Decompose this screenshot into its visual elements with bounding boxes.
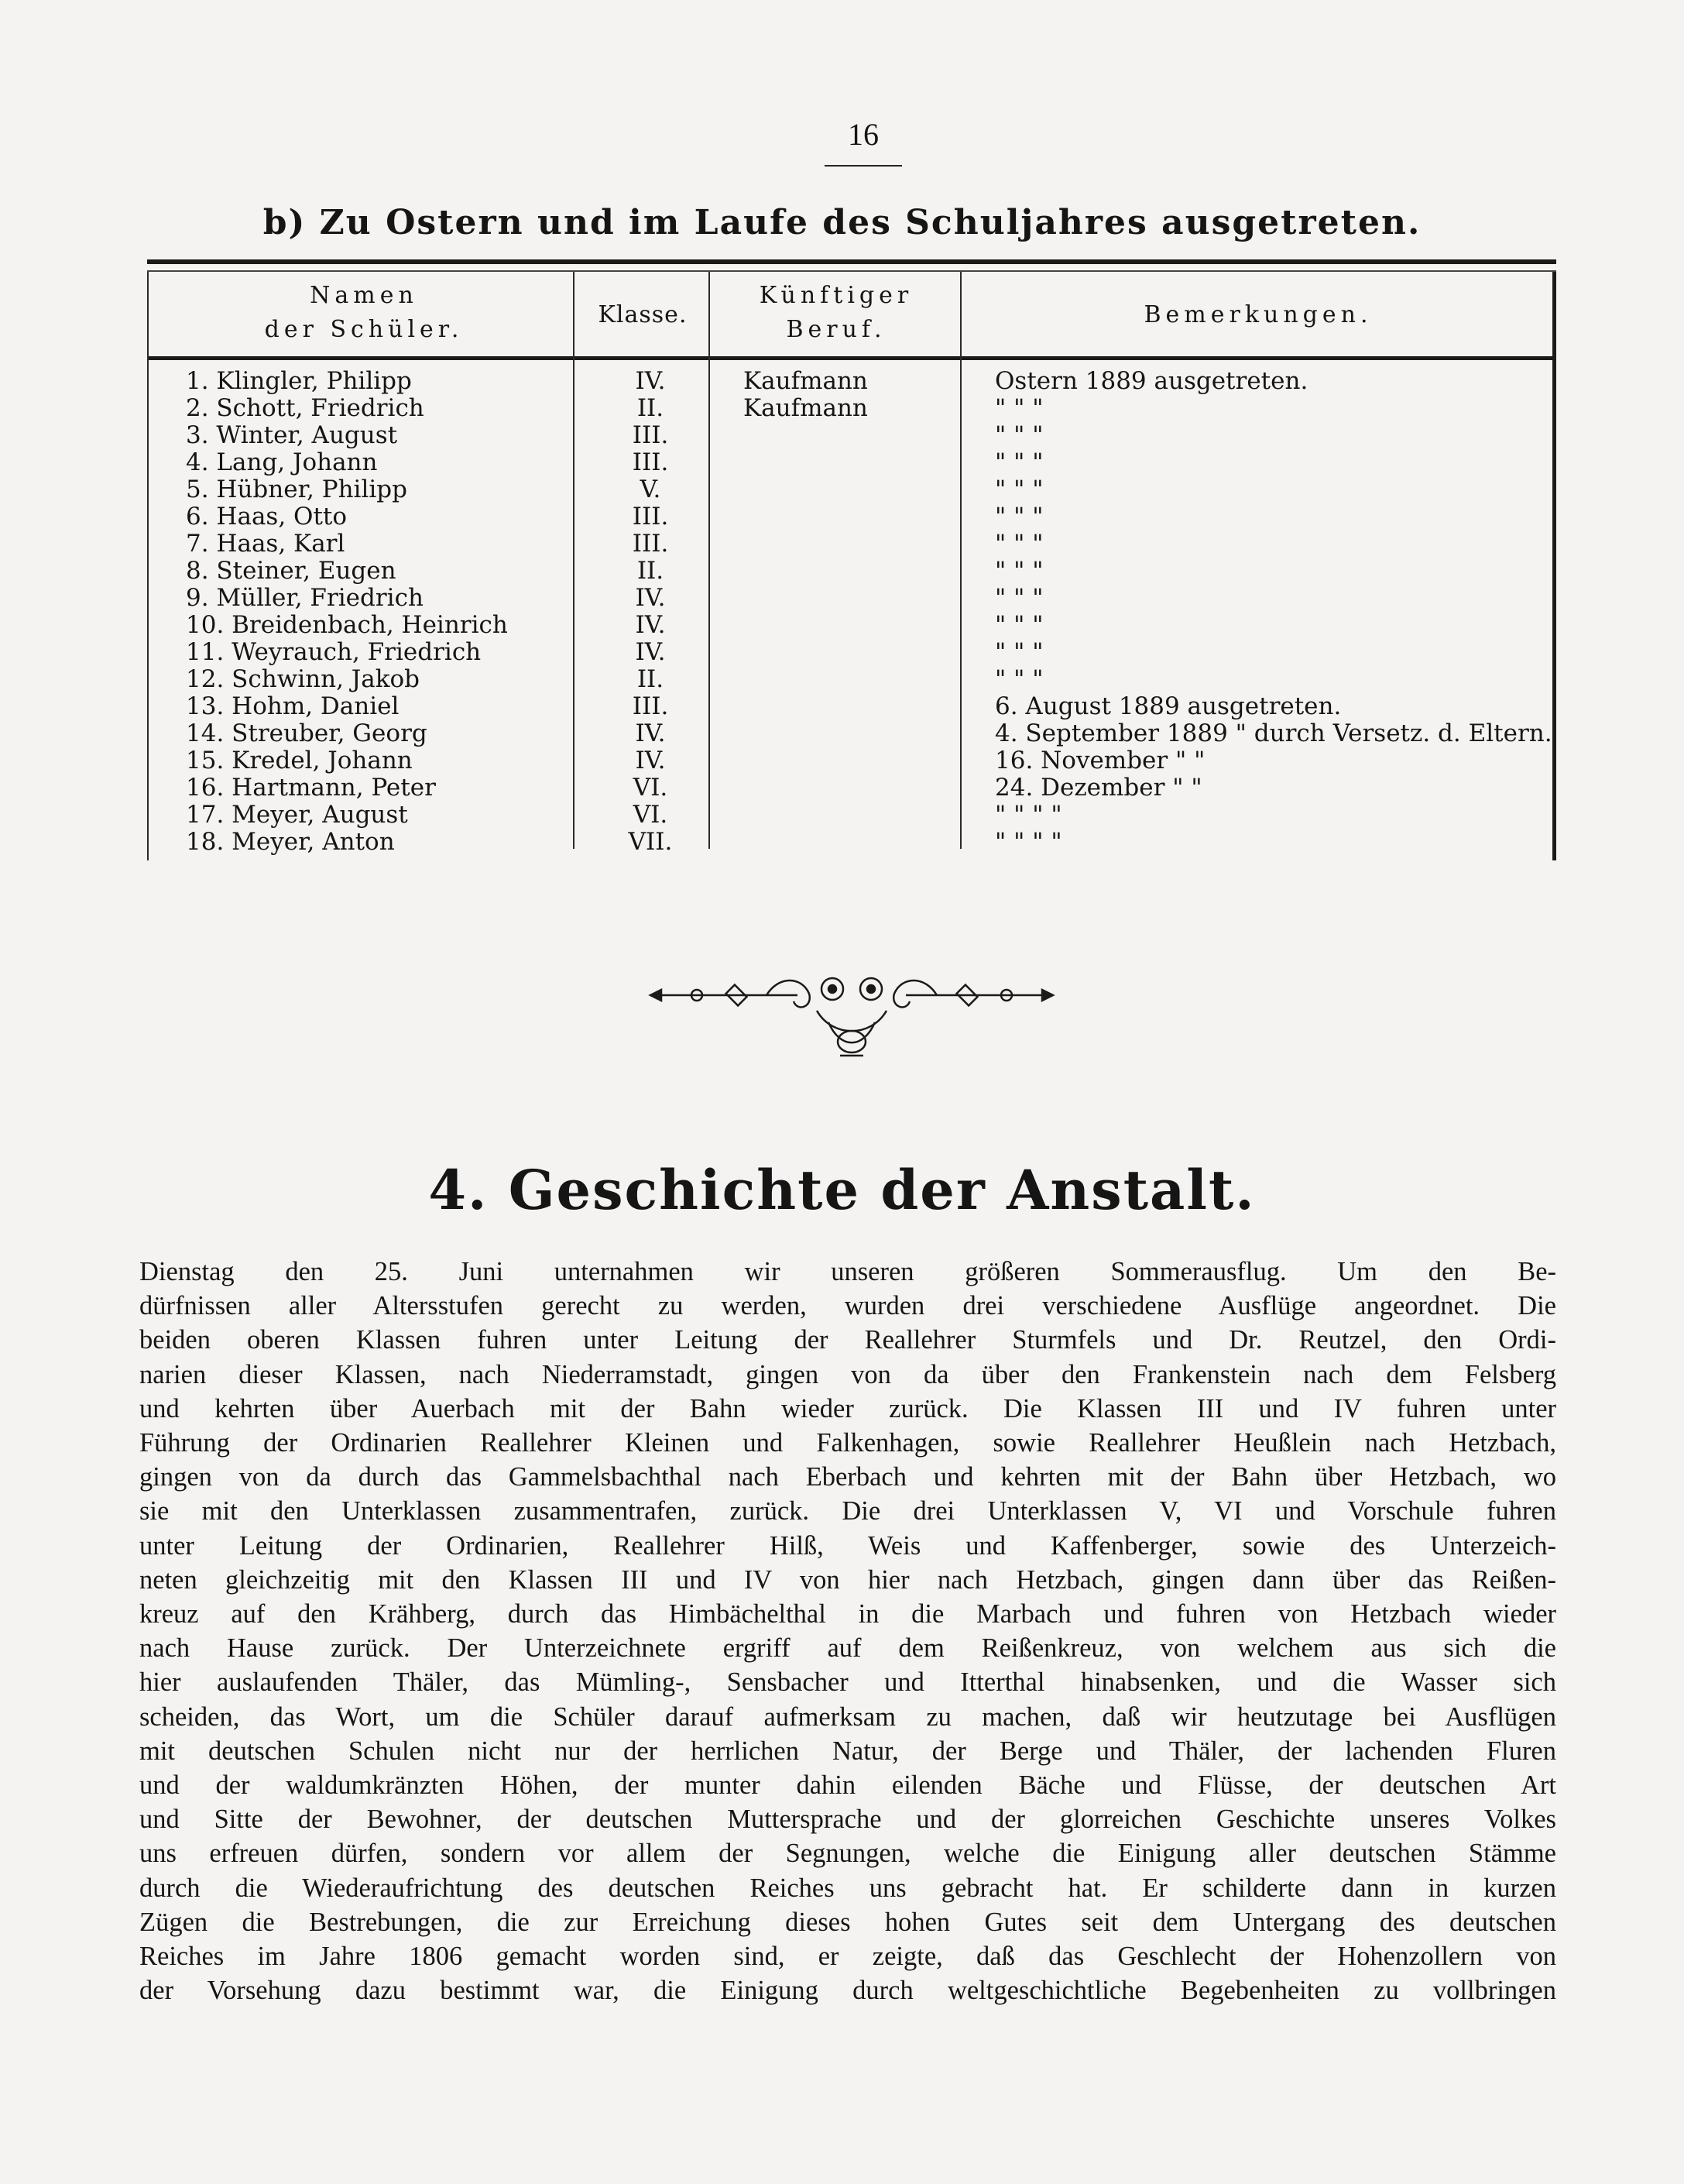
table-row [147,693,1556,720]
table-row [147,558,1556,585]
body-line: und der waldumkränzten Höhen, der munter dahin eilenden Bäche und Flüsse, der deutschen Art [139,1770,1556,1801]
body-line: nach Hause zurück. Der Unterzeichnete ergriff auf dem Reißenkreuz, von welchem aus sich die [139,1633,1556,1664]
table-row [147,666,1556,693]
student-class: IV. [635,611,666,639]
body-line: durch die Wiederaufrichtung des deutschen Reiches uns gebracht hat. Er schilderte dann in kurzen [139,1873,1556,1903]
student-remark: " " " " [995,828,1062,856]
decorative-ornament [643,964,1061,1061]
student-class: II. [636,394,664,422]
student-remark: " " " [995,665,1044,693]
student-remark: " " " [995,476,1044,503]
body-line: Dienstag den 25. Juni unternahmen wir unseren größeren Sommerausflug. Um den Be- [139,1257,1556,1286]
student-name: 4. Lang, Johann [186,448,378,476]
student-remark: " " " [995,503,1044,531]
table-top-rule [147,259,1556,264]
body-line: beiden oberen Klassen fuhren unter Leitung der Reallehrer Sturmfels und Dr. Reutzel, den Ordi- [139,1325,1556,1355]
header-beruf-line1: Künftiger [759,282,914,309]
table-row [147,585,1556,612]
student-name: 2. Schott, Friedrich [186,394,424,422]
student-remark: " " " [995,394,1044,422]
student-remark: " " " [995,638,1044,666]
student-name: 3. Winter, August [186,421,398,449]
body-line: narien dieser Klassen, nach Niederramstadt, gingen von da über den Frankenstein nach dem Felsberg [139,1359,1556,1389]
student-name: 16. Hartmann, Peter [186,774,436,802]
header-klasse: Klasse. [598,301,688,328]
body-line: mit deutschen Schulen nicht nur der herrlichen Natur, der Berge und Thäler, der lachenden Fluren [139,1736,1556,1766]
body-line: Zügen die Bestrebungen, die zur Erreichung dieses hohen Gutes seit dem Untergang des deutschen [139,1907,1556,1937]
header-bemerkungen: Bemerkungen. [1144,301,1373,328]
header-namen-line1: Namen [310,282,418,309]
student-remark: " " " [995,448,1044,476]
table-row [147,476,1556,503]
student-remark: " " " [995,421,1044,449]
body-line: uns erfreuen dürfen, sondern vor allem der Segnungen, welche die Einigung aller deutschen Stämme [139,1839,1556,1869]
student-name: 10. Breidenbach, Heinrich [186,611,508,639]
student-name: 17. Meyer, August [186,801,408,829]
table-row [147,449,1556,476]
student-class: III. [632,692,669,720]
body-line: neten gleichzeitig mit den Klassen III und IV von hier nach Hetzbach, gingen dann über das Reißen- [139,1564,1556,1595]
student-remark: 6. August 1889 ausgetreten. [995,692,1342,720]
table-header-rule [147,356,1556,360]
student-name: 15. Kredel, Johann [186,747,413,774]
student-remark: " " " [995,611,1044,639]
student-career: Kaufmann [743,367,868,395]
header-beruf [716,279,956,347]
student-class: VII. [628,828,673,856]
body-line: scheiden, das Wort, um die Schüler darauf aufmerksam zu machen, daß wir heutzutage bei Ausflügen [139,1702,1556,1732]
student-name: 1. Klingler, Philipp [186,367,412,395]
student-remark: " " " [995,557,1044,585]
student-class: III. [632,421,669,449]
student-class: III. [632,448,669,476]
student-class: II. [636,665,664,693]
student-remark: " " " [995,530,1044,558]
chapter-title: 4. Geschichte der Anstalt. [428,1158,1256,1222]
body-line: und kehrten über Auerbach mit der Bahn wieder zurück. Die Klassen III und IV fuhren unter [139,1393,1556,1423]
table-top-thin-rule [147,270,1556,272]
student-class: VI. [633,774,668,802]
header-namen-line2: der Schüler. [264,316,464,343]
student-class: VI. [633,801,668,829]
student-class: V. [640,476,661,503]
student-career: Kaufmann [743,394,868,422]
student-class: II. [636,557,664,585]
table-row [147,612,1556,639]
student-name: 18. Meyer, Anton [186,828,395,856]
student-remark: Ostern 1889 ausgetreten. [995,367,1308,395]
table-row [147,503,1556,531]
student-remark: 24. Dezember " " [995,774,1202,802]
student-remark: " " " " [995,801,1062,829]
body-line: Führung der Ordinarien Reallehrer Kleinen und Falkenhagen, sowie Reallehrer Heußlein nach Hetzbach, [139,1428,1556,1458]
table-row [147,829,1556,856]
table-row [147,802,1556,829]
body-line: der Vorsehung dazu bestimmt war, die Einigung durch weltgeschichtliche Begebenheiten zu vollbringen [139,1976,1556,2006]
table-row [147,720,1556,747]
header-beruf-line2: Beruf. [786,316,887,343]
body-line: hier auslaufenden Thäler, das Mümling-, Sensbacher und Itterthal hinabsenken, und die Wasser sich [139,1667,1556,1698]
body-line: unter Leitung der Ordinarien, Reallehrer Hilß, Weis und Kaffenberger, sowie des Unterzeich- [139,1530,1556,1561]
student-remark: 4. September 1889 " durch Versetz. d. Eltern. [995,719,1552,747]
body-line: dürfnissen aller Altersstufen gerecht zu werden, wurden drei verschiedene Ausflüge angeordnet. Die [139,1291,1556,1321]
student-remark: " " " [995,584,1044,612]
student-name: 7. Haas, Karl [186,530,345,558]
student-class: III. [632,530,669,558]
body-line: kreuz auf den Krähberg, durch das Himbächelthal in die Marbach und fuhren von Hetzbach wieder [139,1599,1556,1629]
student-name: 12. Schwinn, Jakob [186,665,420,693]
student-class: IV. [635,584,666,612]
student-name: 11. Weyrauch, Friedrich [186,638,482,666]
body-line: und Sitte der Bewohner, der deutschen Muttersprache und der glorreichen Geschichte unseres Volkes [139,1805,1556,1835]
student-name: 9. Müller, Friedrich [186,584,424,612]
body-paragraph [139,1255,1556,2007]
student-remark: 16. November " " [995,747,1206,774]
student-class: III. [632,503,669,531]
table-row [147,639,1556,666]
table-row [147,422,1556,449]
section-heading: b) Zu Ostern und im Laufe des Schuljahres ausgetreten. [262,203,1422,242]
table-row [147,747,1556,774]
body-line: sie mit den Unterklassen zusammentrafen, zurück. Die drei Unterklassen V, VI und Vorschule fuhren [139,1496,1556,1526]
page-number-rule [825,165,902,167]
student-class: IV. [635,719,666,747]
body-line: Reiches im Jahre 1806 gemacht worden sind, er zeigte, daß das Geschlecht der Hohenzollern von [139,1942,1556,1972]
body-line: gingen von da durch das Gammelsbachthal nach Eberbach und kehrten mit der Bahn über Hetzbach, wo [139,1462,1556,1492]
student-name: 8. Steiner, Eugen [186,557,396,585]
student-name: 5. Hübner, Philipp [186,476,407,503]
page-number: 16 [848,117,879,152]
table-row [147,774,1556,802]
student-class: IV. [635,747,666,774]
table-row [147,368,1556,395]
table-row [147,531,1556,558]
table-row [147,395,1556,422]
student-class: IV. [635,638,666,666]
header-namen [163,279,565,347]
student-name: 14. Streuber, Georg [186,719,427,747]
student-class: IV. [635,367,666,395]
students-table [147,259,1556,856]
student-name: 6. Haas, Otto [186,503,348,531]
student-name: 13. Hohm, Daniel [186,692,400,720]
